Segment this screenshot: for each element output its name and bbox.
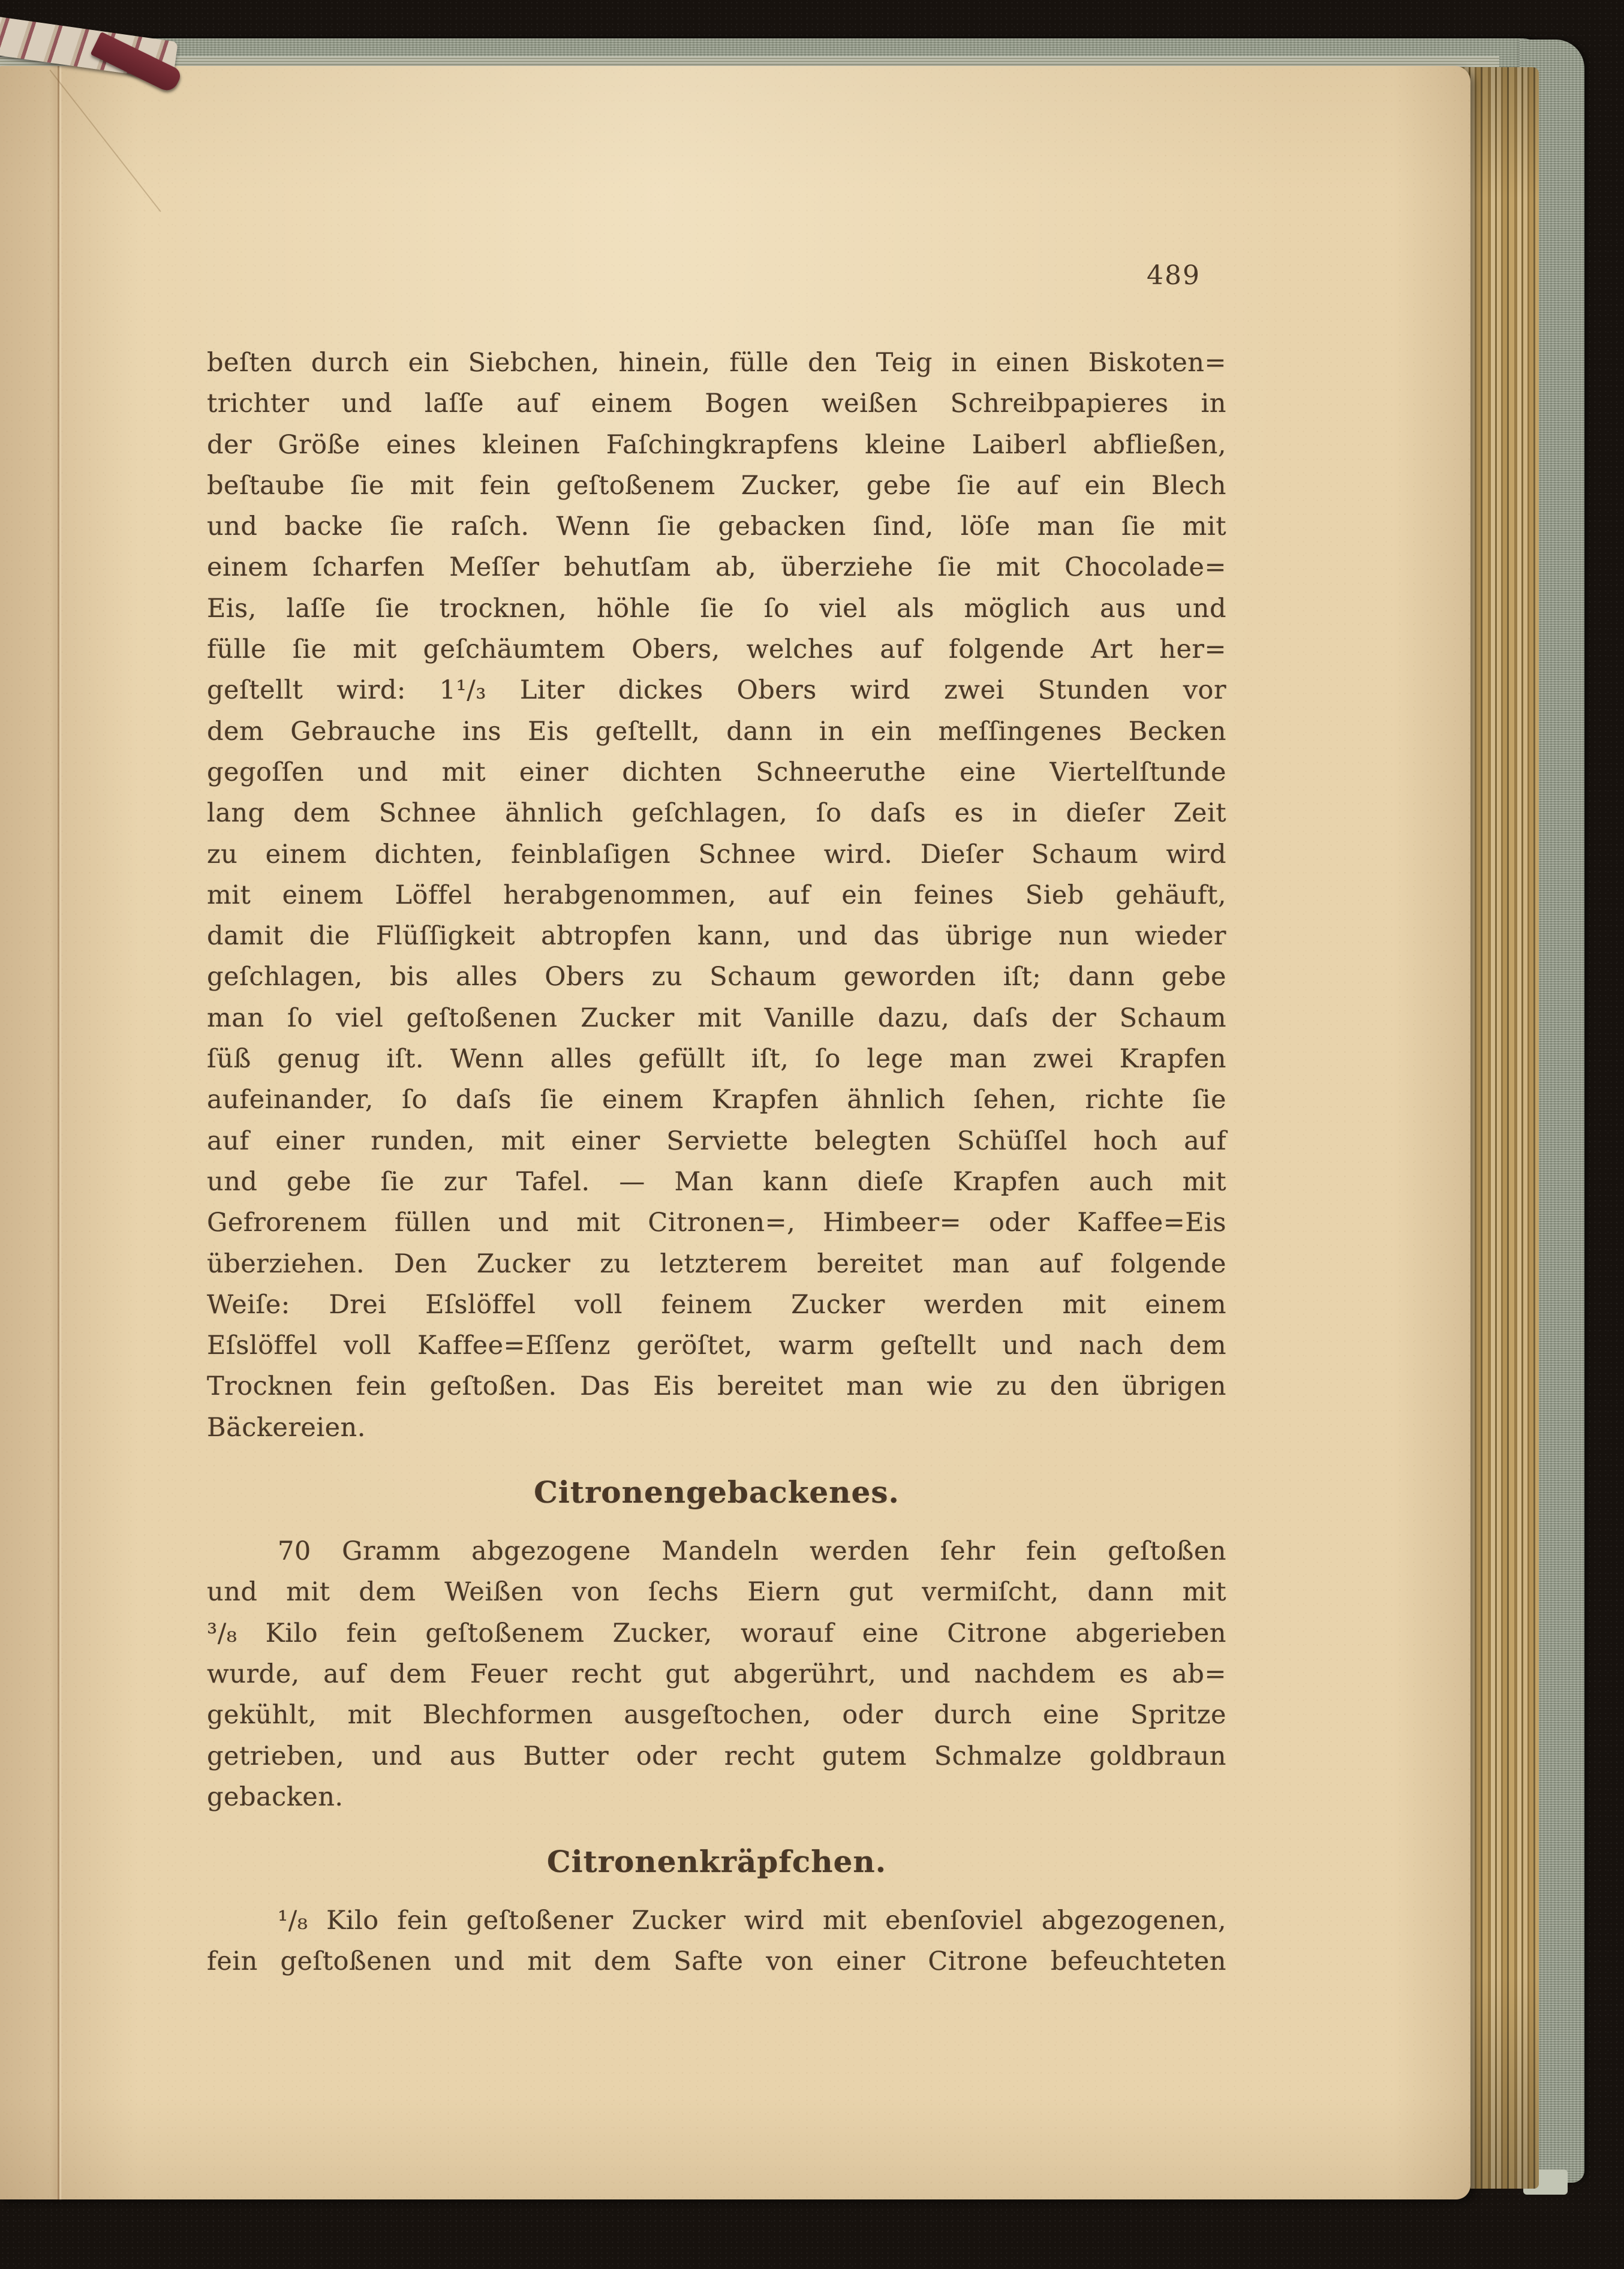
paragraph xyxy=(207,1900,1226,1982)
paragraph xyxy=(207,1531,1226,1817)
book-page xyxy=(0,66,1470,2199)
paragraph xyxy=(207,342,1226,1448)
text-line: gebacken. xyxy=(207,1782,344,1812)
section-heading: Citronenkräpfchen. xyxy=(546,1844,887,1880)
text-line: Trocknen fein geſtoßen. Das Eis bereitet man wie zu den übrigen xyxy=(207,1371,1226,1402)
text-line: trichter und laſſe auf einem Bogen weißen Schreibpapieres in xyxy=(207,389,1226,419)
text-block xyxy=(207,342,1226,1982)
text-line: Eis, laſſe ſie trocknen, höhle ſie ſo viel als möglich aus und xyxy=(207,593,1226,624)
text-line: ¹/₈ Kilo fein geſtoßener Zucker wird mit ebenſoviel abgezogenen, xyxy=(278,1906,1226,1936)
text-line: zu einem dichten, feinblaſigen Schnee wird. Dieſer Schaum wird xyxy=(207,839,1226,869)
text-line: und backe ſie raſch. Wenn ſie gebacken ſind, löſe man ſie mit xyxy=(207,511,1226,542)
text-line: ³/₈ Kilo fein geſtoßenem Zucker, worauf eine Citrone abgerieben xyxy=(207,1618,1226,1648)
section-heading: Citronengebackenes. xyxy=(534,1474,900,1510)
text-line: Weiſe: Drei Eſslöffel voll feinem Zucker werden mit einem xyxy=(207,1289,1226,1320)
text-line: Eſslöffel voll Kaffee=Eſſenz geröſtet, warm geſtellt und nach dem xyxy=(207,1331,1226,1361)
text-line: 70 Gramm abgezogene Mandeln werden ſehr fein geſtoßen xyxy=(278,1536,1226,1567)
text-line: Bäckereien. xyxy=(207,1412,366,1443)
text-line: gegoſſen und mit einer dichten Schneeruthe eine Viertelſtunde xyxy=(207,757,1226,787)
text-line: und mit dem Weißen von ſechs Eiern gut vermiſcht, dann mit xyxy=(207,1577,1226,1608)
text-line: fülle ſie mit geſchäumtem Obers, welches auf folgende Art her= xyxy=(207,634,1226,665)
text-line: auf einer runden, mit einer Serviette belegten Schüſſel hoch auf xyxy=(207,1126,1226,1156)
text-line: lang dem Schnee ähnlich geſchlagen, ſo daſs es in dieſer Zeit xyxy=(207,798,1226,829)
text-line: überziehen. Den Zucker zu letzterem bereitet man auf folgende xyxy=(207,1248,1226,1279)
text-line: gekühlt, mit Blechformen ausgeſtochen, oder durch eine Spritze xyxy=(207,1700,1226,1731)
text-line: damit die Flüſſigkeit abtropfen kann, und das übrige nun wieder xyxy=(207,921,1226,952)
text-line: Gefrorenem füllen und mit Citronen=, Himbeer= oder Kaffee=Eis xyxy=(207,1208,1226,1238)
text-line: aufeinander, ſo daſs ſie einem Krapfen ähnlich ſehen, richte ſie xyxy=(207,1085,1226,1115)
text-line: einem ſcharfen Meſſer behutſam ab, überziehe ſie mit Chocolade= xyxy=(207,552,1226,583)
text-line: ſüß genug iſt. Wenn alles gefüllt iſt, ſo lege man zwei Krapfen xyxy=(207,1044,1226,1075)
text-line: mit einem Löffel herabgenommen, auf ein feines Sieb gehäuft, xyxy=(207,880,1226,910)
text-line: getrieben, und aus Butter oder recht gutem Schmalze goldbraun xyxy=(207,1741,1226,1771)
text-line: und gebe ſie zur Tafel. — Man kann dieſe Krapfen auch mit xyxy=(207,1166,1226,1197)
text-line: beſten durch ein Siebchen, hinein, fülle den Teig in einen Biskoten= xyxy=(207,348,1226,378)
text-line: geſtellt wird: 1¹/₃ Liter dickes Obers wird zwei Stunden vor xyxy=(207,675,1226,706)
text-line: beſtaube ſie mit fein geſtoßenem Zucker, gebe ſie auf ein Blech xyxy=(207,470,1226,501)
text-line: fein geſtoßenen und mit dem Safte von einer Citrone befeuchteten xyxy=(207,1946,1226,1977)
text-line: der Größe eines kleinen Faſchingkrapfens kleine Laiberl abfließen, xyxy=(207,429,1226,460)
text-line: wurde, auf dem Feuer recht gut abgerührt, und nachdem es ab= xyxy=(207,1659,1226,1689)
text-line: dem Gebrauche ins Eis geſtellt, dann in ein meſſingenes Becken xyxy=(207,716,1226,747)
corner-crease xyxy=(49,70,161,212)
gutter-crease xyxy=(58,66,59,2199)
page-number: 489 xyxy=(1147,260,1201,291)
text-line: geſchlagen, bis alles Obers zu Schaum geworden iſt; dann gebe xyxy=(207,962,1226,992)
text-line: man ſo viel geſtoßenen Zucker mit Vanille dazu, daſs der Schaum xyxy=(207,1003,1226,1033)
